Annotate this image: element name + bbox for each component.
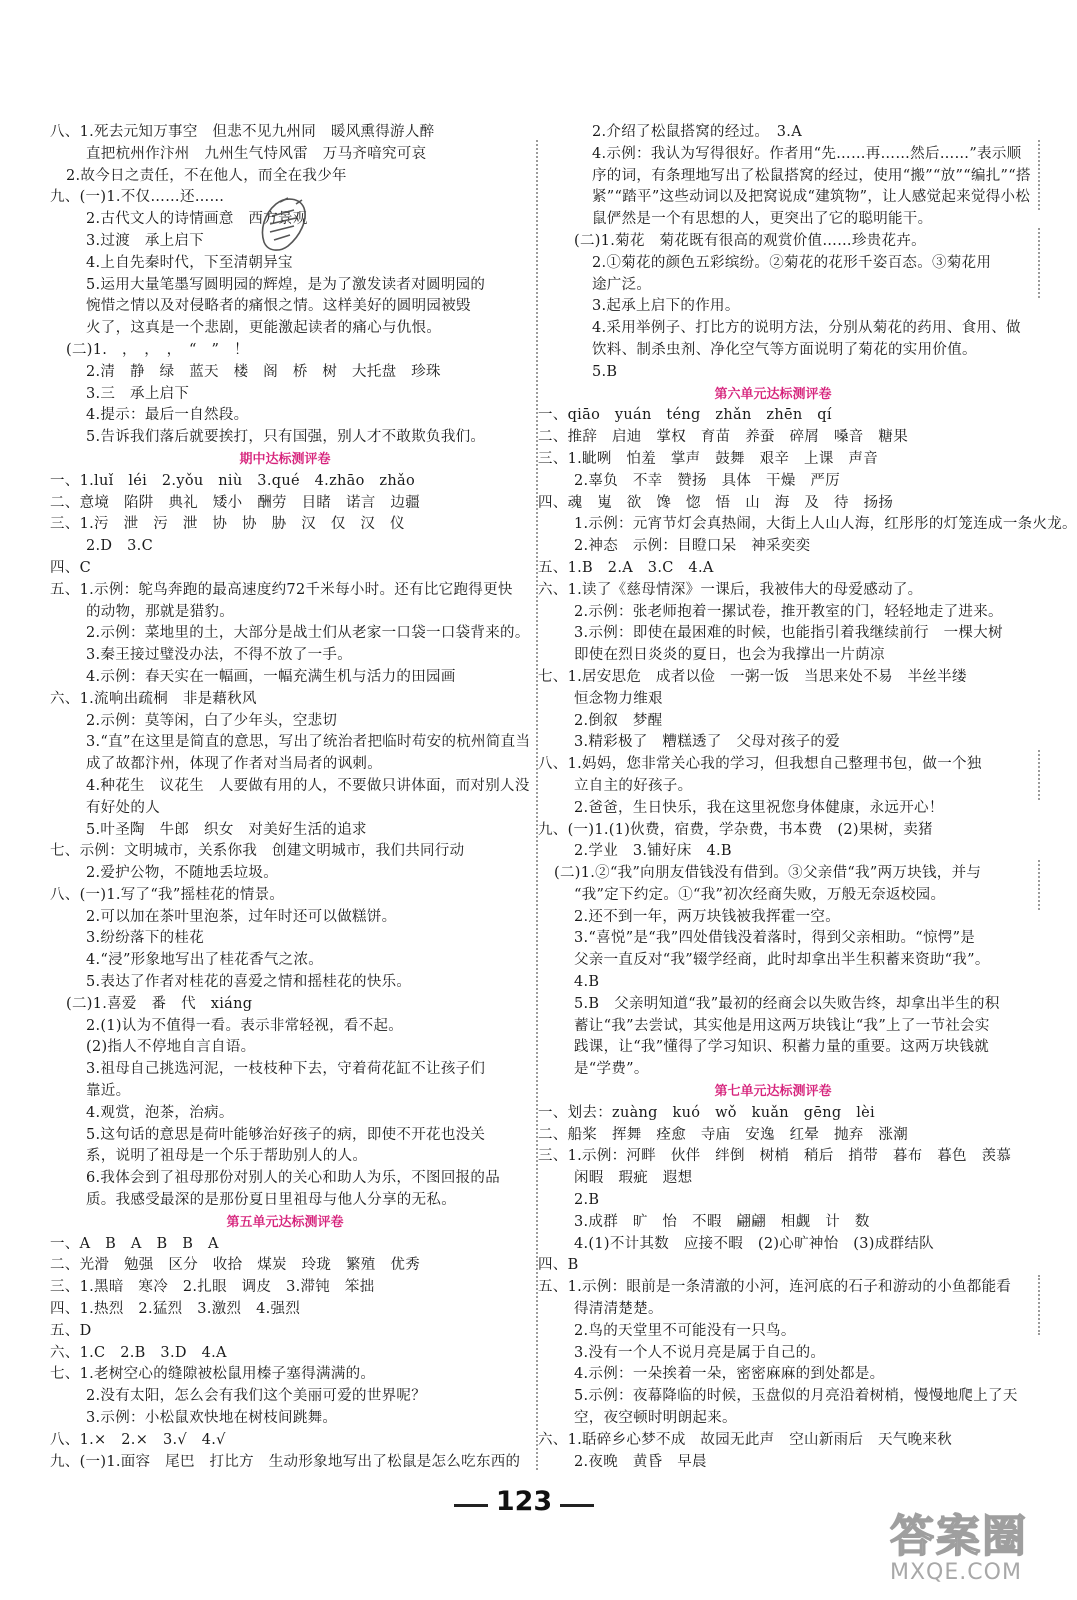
right-answer-line: 2.示例：张老师抱着一摞试卷，推开教室的门，轻轻地走了进来。 — [574, 603, 1003, 620]
right-answer-line: 一、划去：zuàng kuó wǒ kuǎn gēng lèi — [538, 1104, 875, 1121]
left-answer-line: 六、1.C 2.B 3.D 4.A — [50, 1344, 227, 1361]
edge-dots-middle — [1038, 750, 1040, 800]
right-answer-line: (二)1.菊花 菊花既有很高的观赏价值……珍贵花卉。 — [574, 232, 926, 249]
left-answer-line: 2.故今日之责任，不在他人，而全在我少年 — [66, 167, 347, 184]
left-answer-line: 八、1.死去元知万事空 但悲不见九州同 暖风熏得游人醉 — [50, 124, 435, 140]
right-answer-line: 四、魂 嵬 欲 馋 惚 悟 山 海 及 待 扬扬 — [538, 494, 894, 511]
left-answer-line: 七、示例：文明城市，关系你我 创建文明城市，我们共同行动 — [50, 843, 465, 860]
right-answer-line: (二)1.②“我”向朋友借钱没有借到。③父亲借“我”两万块钱，并与 — [554, 865, 982, 882]
left-answer-line: 3.纷纷落下的桂花 — [86, 930, 205, 947]
left-answer-line: 五、D — [50, 1322, 92, 1339]
left-answer-line: 6.我体会到了祖母那份对别人的关心和助人为乐，不图回报的品 — [86, 1170, 501, 1187]
left-answer-line: 九、(一)1.不仅……还…… — [50, 189, 225, 206]
left-answer-line: 的动物，那就是猎豹。 — [86, 603, 234, 620]
right-column — [538, 122, 1077, 1473]
right-answer-line: 四、B — [538, 1257, 579, 1274]
left-answer-line: 六、1.流响出疏桐 非是藉秋风 — [50, 690, 257, 707]
right-answer-line: 六、1.聒碎乡心梦不成 故园无此声 空山新雨后 天气晚来秋 — [538, 1431, 953, 1448]
right-answer-line: 五、1.B 2.A 3.C 4.A — [538, 559, 714, 576]
left-answer-line: 2.没有太阳，怎么会有我们这个美丽可爱的世界呢？ — [86, 1388, 427, 1405]
left-answer-line: 4.提示：最后一自然段。 — [86, 407, 249, 424]
left-answer-line: 一、A B A B B A — [50, 1235, 219, 1252]
left-answer-line: 4.观赏，泡茶，治病。 — [86, 1104, 234, 1121]
right-answer-line: 二、船桨 挥舞 痊愈 寺庙 安逸 红晕 抛弃 涨潮 — [538, 1126, 908, 1143]
edge-dots-bottom — [1038, 1275, 1040, 1335]
left-answer-line: 3.祖母自己挑选河泥，一枝枝种下去，守着荷花缸不让孩子们 — [86, 1061, 486, 1078]
watermark-logo: 答案圈 — [890, 1511, 1028, 1562]
right-answer-line: 4.B — [574, 974, 600, 991]
right-answer-line: 3.没有一个人不说月亮是属于自己的。 — [574, 1344, 826, 1361]
left-answer-line: 成了故都汴州，体现了作者对当局者的讽刺。 — [86, 756, 382, 773]
right-answer-line: 5.B 父亲明知道“我”最初的经商会以失败告终，却拿出半生的积 — [574, 995, 1000, 1012]
left-section-heading: 期中达标测评卷 — [239, 451, 331, 467]
left-answer-line: 5.表达了作者对桂花的喜爱之情和摇桂花的快乐。 — [86, 974, 412, 991]
right-answer-line: 3.成群 旷 怡 不暇 翩翩 相觑 计 数 — [574, 1213, 870, 1230]
right-answer-line: 1.示例：元宵节灯会真热闹，大街上人山人海，红彤彤的灯笼连成一条火龙。 — [574, 516, 1077, 533]
edge-dots-lower — [1038, 860, 1040, 910]
edge-dots-top — [1038, 140, 1040, 210]
left-answer-line: 七、1.老树空心的缝隙被松鼠用榛子塞得满满的。 — [50, 1366, 376, 1383]
right-answer-line: “我”定下约定。①“我”初次经商失败，万般无奈返校园。 — [574, 886, 946, 903]
right-answer-line: 2.辜负 不幸 赞扬 具体 干燥 严厉 — [574, 472, 841, 489]
right-answer-line: 是“学费”。 — [574, 1061, 649, 1078]
right-answer-line: 三、1.示例：河畔 伙伴 绊倒 树梢 稍后 捎带 暮布 暮色 羡慕 — [538, 1148, 1012, 1165]
right-answer-line: 2.①菊花的颜色五彩缤纷。②菊花的花形千姿百态。③菊花用 — [592, 254, 992, 271]
left-answer-line: 火了，这真是一个悲剧，更能激起读者的痛心与仇恨。 — [86, 320, 442, 337]
left-answer-line: 2.(1)认为不值得一看。表示非常轻视，看不起。 — [86, 1017, 404, 1034]
right-answer-line: 2.鸟的天堂里不可能没有一只鸟。 — [574, 1322, 796, 1339]
right-answer-line: 二、推辞 启迪 掌权 育苗 养蚕 碎屑 嗓音 糖果 — [538, 429, 908, 446]
left-answer-line: 二、意境 陷阱 典礼 矮小 酬劳 目睹 诺言 边疆 — [50, 494, 420, 511]
right-answer-line: 3.示例：即使在最困难的时候，也能指引着我继续前行 一棵大树 — [574, 625, 1003, 642]
right-answer-line: 五、1.示例：眼前是一条清澈的小河，连河底的石子和游动的小鱼都能看 — [538, 1279, 1012, 1296]
right-answer-line: 蓄让“我”去尝试，其实他是用这两万块钱让“我”上了一节社会实 — [574, 1017, 990, 1034]
right-answer-line: 践课，让“我”懂得了学习知识、积蓄力量的重要。这两万块钱就 — [574, 1039, 990, 1056]
left-answer-line: 有好处的人 — [86, 799, 160, 816]
right-answer-line: 3.“喜悦”是“我”四处借钱没着落时，得到父亲相助。“惊愕”是 — [574, 930, 976, 947]
left-answer-line: 3.三 承上启下 — [86, 385, 190, 402]
watermark — [890, 1500, 1040, 1595]
right-answer-line: 2.神态 示例：目瞪口呆 神采奕奕 — [574, 538, 811, 555]
right-answer-line: 3.起承上启下的作用。 — [592, 298, 740, 315]
right-answer-line: 序的词，有条理地写出了松鼠搭窝的经过，使用“搬”“放”“编扎”“搭 — [592, 167, 1031, 184]
right-answer-line: 2.还不到一年，两万块钱被我挥霍一空。 — [574, 908, 841, 925]
right-answer-line: 七、1.居安思危 成者以俭 一粥一饭 当思来处不易 半丝半缕 — [538, 668, 967, 685]
left-answer-line: 系，说明了祖母是一个乐于帮助别人的人。 — [86, 1148, 368, 1165]
left-answer-line: 八、(一)1.写了“我”摇桂花的情景。 — [50, 886, 285, 903]
hand-stamp-icon — [250, 192, 316, 258]
left-answer-line: 2.可以加在茶叶里泡茶，过年时还可以做糕饼。 — [86, 908, 397, 925]
left-answer-line: 2.示例：菜地里的土，大部分是战士们从老家一口袋一口袋背来的。 — [86, 625, 530, 642]
right-answer-line: 2.夜晚 黄昏 早晨 — [574, 1453, 707, 1470]
right-answer-line: 恒念物力维艰 — [574, 690, 663, 707]
left-answer-line: 3.过渡 承上启下 — [86, 232, 205, 249]
edge-dots-upper — [1038, 228, 1040, 298]
left-answer-line: (二)1. ， ， ， “ ” ！ — [66, 341, 249, 358]
right-answer-line: 鼠俨然是一个有思想的人，更突出了它的聪明能干。 — [592, 211, 933, 228]
left-answer-line: 5.这句话的意思是荷叶能够治好孩子的病，即使不开花也没关 — [86, 1126, 486, 1143]
left-section-heading: 第五单元达标测评卷 — [226, 1214, 344, 1230]
right-answer-line: 六、1.读了《慈母情深》一课后，我被伟大的母爱感动了。 — [538, 581, 923, 598]
right-answer-line: 5.示例：夜幕降临的时候，玉盘似的月亮沿着树梢，慢慢地爬上了天 — [574, 1388, 1018, 1405]
left-answer-line: 靠近。 — [86, 1083, 131, 1100]
right-answer-line: 途广泛。 — [592, 276, 652, 293]
right-answer-line: 一、qiāo yuán téng zhǎn zhēn qí — [538, 407, 832, 424]
page-number: 123 — [0, 1486, 1048, 1517]
right-answer-line: 饮料、制杀虫剂、净化空气等方面说明了菊花的实用价值。 — [592, 341, 977, 358]
left-answer-line: 4.示例：春天实在一幅画，一幅充满生机与活力的田园画 — [86, 668, 456, 685]
left-answer-line: 三、1.污 泄 污 泄 协 协 胁 汉 仅 汉 仪 — [50, 516, 405, 533]
right-answer-line: 闲暇 瑕疵 遐想 — [574, 1170, 693, 1187]
right-answer-line: 2.B — [574, 1192, 600, 1209]
right-answer-line: 父亲一直反对“我”辍学经商，此时却拿出半生积蓄来资助“我”。 — [574, 952, 990, 969]
right-answer-line: 4.示例：我认为写得很好。作者用“先……再……然后……”表示顺 — [592, 145, 1022, 162]
left-answer-line: 4.种花生 议花生 人要做有用的人，不要做只讲体面，而对别人没 — [86, 777, 530, 794]
left-column — [50, 122, 531, 1473]
left-answer-line: 3.示例：小松鼠欢快地在树枝间跳舞。 — [86, 1410, 338, 1427]
right-answer-line: 紧”“踏平”这些动词以及把窝说成“建筑物”，让人感觉起来觉得小松 — [592, 189, 1031, 206]
left-answer-line: (2)指人不停地自言自语。 — [86, 1039, 256, 1056]
right-section-heading: 第六单元达标测评卷 — [714, 386, 832, 402]
left-answer-line: 2.D 3.C — [86, 538, 153, 555]
right-answer-line: 2.学业 3.铺好床 4.B — [574, 843, 732, 860]
left-answer-line: 4.“浸”形象地写出了桂花香气之浓。 — [86, 952, 324, 969]
left-answer-line: 2.清 静 绿 蓝天 楼 阁 桥 树 大托盘 珍珠 — [86, 363, 441, 380]
right-section-heading: 第七单元达标测评卷 — [714, 1084, 832, 1100]
right-answer-line: 3.精彩极了 糟糕透了 父母对孩子的爱 — [574, 734, 841, 751]
right-answer-line: 八、1.妈妈，您非常关心我的学习，但我想自己整理书包，做一个独 — [538, 756, 982, 773]
left-answer-line: 一、1.luǐ léi 2.yǒu niù 3.qué 4.zhāo zhǎo — [50, 472, 415, 489]
left-answer-line: 四、C — [50, 559, 91, 576]
left-answer-line: 2.示例：莫等闲，白了少年头，空悲切 — [86, 712, 338, 729]
left-answer-line: 八、1.× 2.× 3.√ 4.√ — [50, 1431, 226, 1448]
left-answer-line: 2.古代文人的诗情画意 西方景观 — [86, 211, 308, 228]
right-answer-line: 4.示例：一朵挨着一朵，密密麻麻的到处都是。 — [574, 1366, 885, 1383]
right-answer-line: 4.(1)不计其数 应接不暇 (2)心旷神怡 (3)成群结队 — [574, 1235, 934, 1252]
left-answer-line: 4.上自先秦时代，下至清朝异宝 — [86, 254, 293, 271]
left-answer-line: 3.“直”在这里是简直的意思，写出了统治者把临时苟安的杭州简直当 — [86, 734, 531, 751]
right-answer-line: 2.介绍了松鼠搭窝的经过。 3.A — [592, 124, 802, 140]
left-answer-line: 惋惜之情以及对侵略者的痛恨之情。这样美好的圆明园被毁 — [86, 298, 471, 315]
right-answer-line: 三、1.眦咧 怕羞 掌声 鼓舞 艰辛 上课 声音 — [538, 450, 879, 467]
left-answer-line: 九、(一)1.面容 尾巴 打比方 生动形象地写出了松鼠是怎么吃东西的 — [50, 1453, 521, 1470]
right-answer-line: 2.爸爸，生日快乐，我在这里祝您身体健康，永远开心！ — [574, 799, 944, 816]
right-answer-line: 得清清楚楚。 — [574, 1301, 663, 1318]
left-answer-line: (二)1.喜爱 番 代 xiáng — [66, 995, 253, 1012]
left-answer-line: 5.告诉我们落后就要挨打，只有国强，别人才不敢欺负我们。 — [86, 429, 486, 446]
left-answer-line: 直把杭州作汴州 九州生气恃风雷 万马齐喑究可哀 — [86, 145, 427, 162]
right-answer-line: 立自主的好孩子。 — [574, 777, 693, 794]
right-answer-line: 4.采用举例子、打比方的说明方法，分别从菊花的药用、食用、做 — [592, 320, 1021, 337]
left-answer-line: 5.叶圣陶 牛郎 织女 对美好生活的追求 — [86, 821, 367, 838]
watermark-url: MXQE.COM — [890, 1560, 1022, 1585]
left-answer-line: 质。我感受最深的是那份夏日里祖母与他人分享的无私。 — [86, 1192, 456, 1209]
right-answer-line: 空，夜空顿时明朗起来。 — [574, 1410, 737, 1427]
right-answer-line: 5.B — [592, 363, 618, 380]
left-answer-line: 五、1.示例：鸵鸟奔跑的最高速度约72千米每小时。还有比它跑得更快 — [50, 581, 513, 598]
right-answer-line: 九、(一)1.(1)伙费，宿费，学杂费，书本费 (2)果树，卖猪 — [538, 821, 933, 838]
left-answer-line: 3.秦王接过璧没办法，不得不放了一手。 — [86, 647, 353, 664]
right-answer-line: 2.倒叙 梦醒 — [574, 712, 663, 729]
left-answer-line: 三、1.黑暗 寒冷 2.扎眼 调皮 3.滞钝 笨拙 — [50, 1279, 375, 1296]
right-answer-line: 即使在烈日炎炎的夏日，也会为我撑出一片荫凉 — [574, 647, 885, 664]
left-answer-line: 二、光滑 勉强 区分 收拾 煤炭 玲珑 繁殖 优秀 — [50, 1257, 420, 1274]
left-answer-line: 5.运用大量笔墨写圆明园的辉煌，是为了激发读者对圆明园的 — [86, 276, 486, 293]
left-answer-line: 2.爱护公物，不随地丢垃圾。 — [86, 865, 279, 882]
left-answer-line: 四、1.热烈 2.猛烈 3.激烈 4.强烈 — [50, 1301, 301, 1318]
